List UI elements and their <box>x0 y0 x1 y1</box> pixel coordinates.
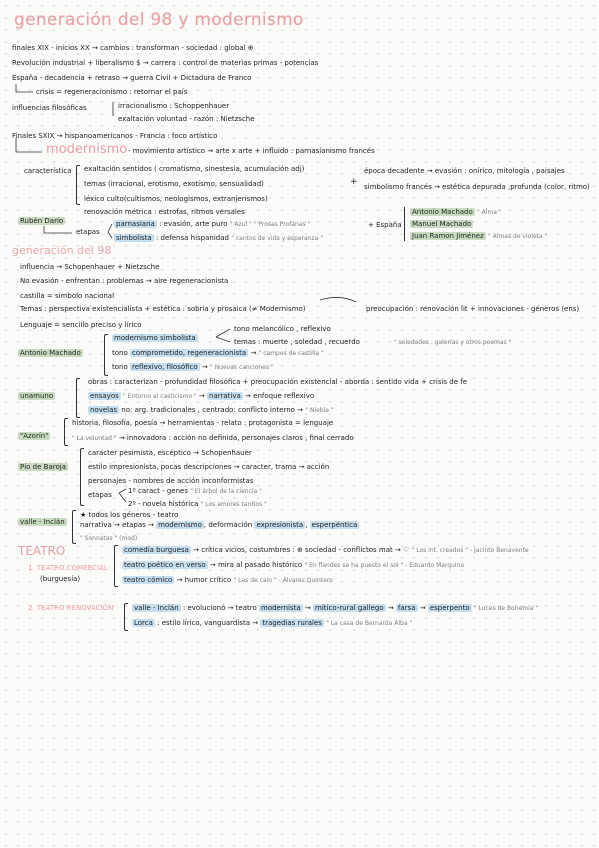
author-unamuno: unamuno <box>20 392 54 400</box>
esperpento-highlight: esperpento <box>429 604 470 612</box>
work-title: " cantos de vida y esperanza " <box>231 235 323 242</box>
note-line: estilo impresionista, pocas descripciones → caracter, trama → acción <box>88 463 330 471</box>
work-title: " Azul " " Prosas Profanas " <box>229 221 311 228</box>
work-title: " Las de caín " - Álvarez Quintero <box>233 577 333 584</box>
arrow-glyph: → <box>250 349 257 357</box>
work-title: " La voluntad " <box>72 435 117 442</box>
work-title: " Nuevas canciones " <box>210 364 274 371</box>
arrow-connector <box>119 489 126 502</box>
work-title: " campos de castilla " <box>258 350 324 357</box>
note-text: tono <box>112 363 128 371</box>
note-line: No evasión - enfrentan : problemas → aire regeneracionista <box>20 277 229 285</box>
note-line: castilla = símbolo nacional <box>20 292 115 300</box>
work-title: " Almas de violeta " <box>488 233 548 240</box>
teatro-comico-highlight: teatro cómico <box>124 576 173 584</box>
work-title: " Los amores tardíos " <box>200 501 267 508</box>
comprometido-highlight: comprometido, regeneracionista <box>131 349 247 357</box>
comedia-burguesa-highlight: comedia burguesa <box>124 546 189 554</box>
note-text: : evolucionó → teatro <box>182 604 257 612</box>
arrow-connector <box>16 84 33 92</box>
note-line: (burguesía) <box>40 575 81 583</box>
work-title: " Sonnatas " (mod) <box>80 535 138 542</box>
teatro-heading: TEATRO <box>18 544 66 558</box>
note-text: → humor crítico <box>176 576 232 584</box>
note-line: simbolismo francés → estética depurada ,profunda (color, ritmo) <box>364 183 590 191</box>
parnasiana-highlight: parnasiana <box>116 220 155 228</box>
valle-inclan-highlight: valle - Inclán <box>134 604 179 612</box>
note-text: → critica vicios, costumbres : ⊕ sociedad - conflictos mat → ♡ <box>193 546 410 554</box>
teatro-poetico-highlight: teatro poético en verso <box>124 561 206 569</box>
work-title: " Niebla " <box>305 407 334 414</box>
note-line: preocupación : renovación lit + innovaciones - géneros (ens) <box>366 305 580 313</box>
page-title: generación del 98 y modernismo <box>14 10 304 30</box>
arrow-connector <box>44 226 72 233</box>
simbolista-highlight: simbolista <box>116 234 152 242</box>
arrow-glyph: → <box>304 604 311 612</box>
note-line: Revolución industrial + liberalismo $ → carrera : control de materias primas - potencias <box>12 59 319 67</box>
note-line: caracter pesimista, escéptico → Schopenhauer <box>88 449 252 457</box>
expresionista-highlight: expresionista <box>256 521 304 529</box>
reflexivo-highlight: reflexivo, filosófico <box>131 363 198 371</box>
arrow-glyph: → <box>198 392 205 400</box>
note-line: época decadente → evasión : onírico, mitología , paisajes <box>364 167 565 175</box>
note-line: Lenguaje = sencillo preciso y lírico <box>20 321 142 329</box>
note-line: España - decadencia + retraso → guerra Civil + Dictadura de Franco <box>12 74 252 82</box>
note-text: → innovadora : acción no definida, personajes claros , final cerrado <box>118 434 354 442</box>
note-text: no: arg. tradicionales , centrado: conflicto interno → <box>121 406 304 414</box>
etapas-label: etapas <box>88 491 112 499</box>
work-title: " En flandes se ha puesto el sol " - Eduardo Marquina <box>304 562 465 569</box>
arrow-glyph: → <box>201 363 208 371</box>
note-text: → enfoque reflexivo <box>245 392 315 400</box>
note-line: ★ todos los géneros - teatro <box>80 511 179 519</box>
note-line: exaltación sentidos ( cromatismo, sinestesia, acumulación adj) <box>84 165 305 173</box>
note-line: influencia → Schopenhauer + Nietzsche <box>20 263 160 271</box>
farsa-highlight: farsa <box>397 604 416 612</box>
work-title: " Luces de Bohemia " <box>473 605 539 612</box>
note-line: temas : muerte , soledad , recuerdo <box>234 338 360 346</box>
arrow-connector <box>108 224 112 238</box>
note-line: + España <box>368 221 402 229</box>
work-title: " La casa de Bernarda Alba " <box>326 620 413 627</box>
author-ruben-dario: Rubén Darío <box>20 217 64 225</box>
caracteristica-label: característica <box>24 167 72 175</box>
plus-sign: + <box>350 177 358 187</box>
work-title: " El árbol de la ciencia " <box>190 488 262 495</box>
note-text: narrativa → etapas → <box>80 521 154 529</box>
work-title: " Alma " <box>477 209 502 216</box>
work-title: " Los int. creados " - Jacinto Benavente <box>411 547 529 554</box>
teatro-renovacion-label: 2. TEATRO RENOVACIÓN <box>28 604 114 612</box>
novelas-highlight: novelas <box>90 406 118 414</box>
arrow-connector <box>16 138 42 152</box>
note-text: , <box>305 521 308 529</box>
etapas-label: etapas <box>76 228 100 236</box>
author-antonio-machado: Antonio Machado <box>20 349 81 357</box>
author-valle-inclan: valle - Inclán <box>20 518 65 526</box>
author-antonio-machado: Antonio Machado <box>412 208 473 216</box>
note-line: léxico culto(cultismos, neologismos, extranjerismos) <box>84 195 268 203</box>
arrow-glyph: → <box>387 604 394 612</box>
author-juan-ramon-jimenez: Juan Ramon Jiménez <box>412 232 484 240</box>
note-line: historia, filosofía, poesía → herramientas - relato : protagonista = lenguaje <box>72 419 334 427</box>
note-text: 1º caract - genes <box>128 487 188 495</box>
gen98-heading: generación del 98 <box>12 244 112 257</box>
arrow-connector <box>216 329 230 342</box>
note-line: irracionalismo : Schoppenhauer <box>118 102 230 110</box>
note-line: Finales SXIX → hispanoamericanos - Francia : foco artístico <box>12 132 218 140</box>
author-pio-baroja: Pío de Baroja <box>20 463 66 471</box>
note-text: : defensa hispanidad <box>155 234 229 242</box>
modernista-highlight: modernista <box>261 604 301 612</box>
narrativa-highlight: narrativa <box>209 392 241 400</box>
tragedias-rurales-highlight: tragedias rurales <box>262 619 322 627</box>
work-title: " Entorno al casticismo " <box>123 393 197 400</box>
note-text: tono <box>112 349 128 357</box>
note-line: tono melancólico , reflexivo <box>234 325 331 333</box>
arrow-connector <box>320 297 356 302</box>
note-text: 2º - novela histórica <box>128 500 199 508</box>
note-line: influencias filosóficas <box>12 104 87 112</box>
note-line: Temas : perspectiva existencialista + estética : sobria y prosaica (≠ Modernismo) <box>20 305 306 313</box>
note-line: finales XIX - inicios XX → cambios : transforman - sociedad : global ⊕ <box>12 44 254 52</box>
note-line: exaltación voluntad - razón : Nietzsche <box>118 115 255 123</box>
author-manuel-machado: Manuel Machado <box>412 220 472 228</box>
esperpentica-highlight: esperpéntica <box>311 521 358 529</box>
note-line: obras : caracterizan - profundidad filosófica + preocupación existencial - aborda : sentido vida + crisis de fe <box>88 378 468 386</box>
note-line: temas (irracional, erotismo, exotismo, sensualidad) <box>84 180 264 188</box>
note-text: : estilo lírico, vanguardista → <box>157 619 259 627</box>
note-text: : evasión, arte puro <box>159 220 228 228</box>
ensayos-highlight: ensayos <box>90 392 119 400</box>
arrow-glyph: → <box>419 604 426 612</box>
author-azorin: "Azorín" <box>20 432 49 440</box>
modernismo-simbolista-highlight: modernismo simbolista <box>114 334 196 342</box>
lorca-highlight: Lorca <box>134 619 153 627</box>
mitico-rural-highlight: mítico-rural gallego <box>315 604 384 612</box>
note-line: personajes - nombres de acción inconformistas <box>88 477 254 485</box>
note-text: , deformación <box>203 521 253 529</box>
note-text: → mira al pasado histórico <box>209 561 303 569</box>
note-line: renovación métrica : estrofas, ritmos versales <box>84 208 245 216</box>
note-line: crisis = regeneracionismo : retornar el país <box>36 88 188 96</box>
teatro-comercial-label: 1. TEATRO COMERCIAL <box>28 564 108 572</box>
note-line: - movimiento artístico → arte x arte + influido : parnasianismo francés <box>128 147 375 155</box>
modernismo-highlight: modernismo <box>158 521 202 529</box>
modernismo-heading: modernismo <box>46 142 128 157</box>
work-title: " soledades , galerías y otros poemas " <box>394 339 512 346</box>
